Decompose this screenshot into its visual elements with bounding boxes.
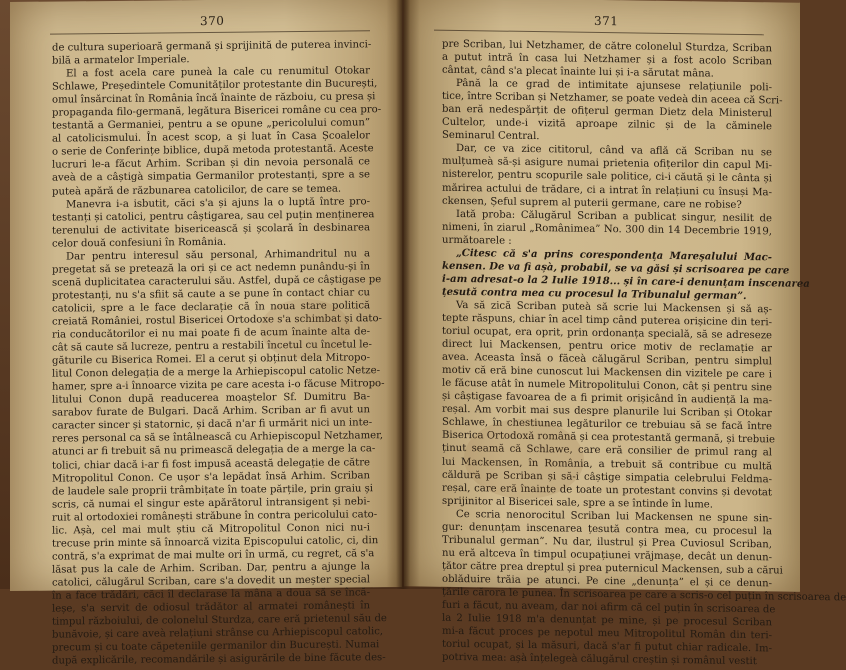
text-line: catolici, călugărul Scriban, care s'a dovedit un meșter special [52,574,370,589]
text-line: după explicările, recomandările și asigurările de bine făcute des- [52,652,386,667]
text-line: ban eră nedespărțit de ofițerul german Dietz dela Ministerul [442,104,772,120]
text-line: Dar pentru interesul său personal, Arhimandritul nu a [66,248,370,263]
text-line: cântat, când s'a plecat înainte lui și i-a sărutat mâna. [442,64,714,80]
text-line: Dar, ce va zice cititorul, când va află că Scriban nu se [456,143,772,159]
text-line: toriul ocupat, și la măsuri, dacă s'ar fi putut chiar radicale. Im- [442,638,772,655]
text-line: direct lui Mackensen, pentru orice motiv de reclamație ar [442,338,772,355]
right-page [404,0,846,668]
text-line: a putut intră în casa lui Netzhamer și a fost acolo Scriban [442,51,772,68]
text-line: Schlawe, Președintele Comunităților protestante din București, [52,78,378,93]
text-line: tolici, chiar dacă i-ar fi fost impusă această delegație de către [52,456,370,472]
text-line: „Citesc că s'a prins corespondența Mareșalului Mac- [456,247,772,264]
text-line: nisterelor, pentru scopurile sale politice, ci-i căută și le cânta și [442,169,772,185]
header-rule-right [434,30,764,36]
text-line: potriva mea: așà înțelegeà călugărul creștin și românul vestit [442,651,757,668]
text-line: cât să caute să lucreze, pentru a restabili încetul cu încetul le- [52,339,372,354]
text-line: precum și cu toate căpeteniile germanilor din București. Numai [52,639,380,654]
text-line: Schlawe, în chestiunea legăturilor ce trebuiau să se facă între [442,417,772,433]
text-line: aveà de a câștigà simpatia Germanilor protestanți, spre a se [52,169,370,185]
text-line: ria conducătorilor ei nu mai poate fi de acum înainte alta de- [52,326,370,341]
text-line: protestanți, nu s'a sfiit să caute a se pune în contact chiar cu [52,287,370,302]
right-page-body [442,38,846,669]
text-line: Cultelor, unde-i vizită aproape zilnic și de la căminele [442,117,772,133]
text-line: toriul ocupat, era oprit, prin ordonanța specială, să se adreseze [442,325,772,342]
left-page [10,0,402,667]
text-line: mulțumeà să-și asigure numai prietenia ofițerilor din capul Mi- [442,156,772,172]
text-line: i-am adresat-o la 2 Iulie 1918... și în care-i denunțam inscenarea [442,273,810,290]
text-line: leșe, s'a servit de odiosul trădător al armatei românești în [52,600,370,615]
text-line: lăsat pus la cale de Arhim. Scriban. Dar, pentru a ajunge la [52,561,370,576]
text-line: trecuse prin minte să înnoarcă vizita Episcopului catolic, ci, din [52,534,379,550]
text-line: Biserica Ortodoxă română și cea protestantă germană, și trebuie [442,430,775,446]
text-line: pregetat să se pretează la ori și ce act nedemn punându-și în [52,261,370,276]
text-line: mărirea actului de trădare, ci a intrat în relațiuni cu însuși Ma- [442,182,772,198]
text-line: găturile cu Biserica Romei. El a cerut și obținut dela Mitropo- [52,352,370,367]
text-line: propaganda filo-germană, legătura Bisericei române cu cea pro- [52,104,382,119]
text-line: de laudele sale proprii trâmbițate în toate părțile, prin graiu și [52,482,374,498]
text-line: testanți și catolici, pentru câștigarea, sau cel puțin menținerea [52,208,375,224]
text-line: lui Mackensen, în România, a trebuit să contribue cu multă [442,456,772,472]
text-line: și câștigase favoarea de a fi primit orișicând în audiență la ma- [442,391,772,407]
text-line: contră, s'a exprimat de mai multe ori în urmă, cu regret, că s'a [52,548,375,563]
text-line: caracter sincer și statornic, și dacă n'ar fi urmărit nici un inte- [52,417,373,432]
text-line: Va să zică Scriban puteà să scrie lui Mackensen și să aș- [456,299,772,316]
text-line: kensen. De va fi așà, probabil, se va găsi și scrisoarea pe care [442,260,790,277]
text-line: puteà apără de răzbunarea catolicilor, de care se temea. [52,183,342,198]
text-line: la 2 Iulie 1918 m'a denunțat pe mine, și pe procesul Scriban [442,612,772,629]
text-line: căldură pe Scriban și să-i câștige simpatia celebrului Feldma- [442,469,772,485]
text-line: scris, că numai el singur este apărătorul intransigent și nebi- [52,495,370,511]
paper-stain [464,418,584,500]
text-line: pre Scriban, lui Netzhamer, de către colonelul Sturdza, Scriban [442,38,772,55]
text-line: tepte răspuns, chiar în acel timp când puterea orișicine din teri- [442,312,772,329]
text-line: tice, între Scriban și Netzhamer, se poate vedeà din aceea că Scri- [442,90,783,107]
page-number-left: 370 [200,13,225,29]
text-line: o serie de Conferințe biblice, după metoda protestantă. Aceste [52,143,374,158]
text-line: El a fost acela care puneà la cale cu renumitul Otokar [66,65,370,80]
text-line: de cultura superioară germană și sprijinită de puterea invinci- [52,39,372,54]
text-line: bilă a armatelor Imperiale. [52,54,190,67]
book-gutter [396,0,410,589]
text-line: țesută contra mea cu procesul la Tribunalul german”. [442,286,747,302]
text-line: terenului de activitate bisericească și școlară în desbinarea [52,221,370,237]
text-line: avea. Aceasta însă o făceà călugărul Scriban, pentru simplul [442,351,772,368]
text-line: Manevra i-a isbutit, căci s'a și ajuns la o luptă între pro- [66,195,370,211]
text-line: sarabov furate de Bulgari. Dacă Arhim. Scriban ar fi avut un [52,404,370,419]
text-line: Tribunalul german”. Nu dar, ilustrul și Prea Cuviosul Scriban, [442,534,772,551]
text-line: creiată României, rostul Bisericei Ortodoxe s'a schimbat și dato- [52,313,382,328]
text-line: nu eră altceva în timpul ocupațiunei vrăjmașe, decât un denun- [442,547,772,564]
text-line: Iată proba: Călugărul Scriban a publicat singur, nesilit de [456,208,772,224]
text-line: țător către prea dreptul și prea puternicul Mackensen, sub a cărui [442,560,783,577]
text-line: țările cărora le punea. În scrisoarea pe care a scris-o cel puțin în scrisoarea de [442,586,846,604]
text-line: nimeni, în ziarul „Românimea” No. 300 din 14 Decembrie 1919, [442,221,772,238]
text-line: catolicii, spre a le face declarație că în noua stare politică [52,300,370,315]
text-line: motiv că eră bine cunoscut lui Mackensen din vizitele pe care i [442,364,772,381]
text-line: în a face trădări, căci îl declarase la mâna a doua să se încă- [52,587,370,602]
text-line: litul Conon delegația de a merge la Arhiepiscopul catolic Netze- [52,365,381,380]
text-line: testantă a Germaniei, pentru a se opune „pericolului comun” [52,117,370,132]
text-line: sprijinitor al Bisericei sale, spre a se întinde în lume. [442,495,713,511]
page-number-right: 371 [594,13,619,29]
open-book [10,0,846,668]
text-line: Până la ce grad de intimitate ajunsese relațiunile poli- [456,78,772,94]
text-line: Mitropolitul Conon. Ce ușor s'a lepădat însă Arhim. Scriban [52,469,370,485]
text-line: reșal, care eră înainte de toate un protestant convins și devotat [442,482,772,498]
text-line: furi a făcut, nu aveam, dar noi afirm că cel puțin în scrisoarea de [442,599,776,616]
text-line: hamer, spre a-i înnoarce vizita pe care acesta i-o făcuse Mitropo- [52,378,385,393]
text-line: litului Conon după readucerea moaștelor Sf. Dumitru Ba- [52,391,370,406]
text-line: ruit al ortodoxiei românești străbune în contra pericolului cato- [52,508,378,524]
text-line: scenă duplicitatea caracterului său. Astfel, după ce câștigase pe [52,274,382,289]
text-line: următoarele : [442,234,512,247]
text-line: lic. Așà, cel mai mult știu că Mitropolitul Conon nici nu-i [52,522,370,537]
text-line: gur: denunțam inscenarea țesută contra mea, cu procesul la [442,521,772,538]
text-line: reșal. Am vorbit mai sus despre planurile lui Scriban și Otokar [442,404,772,420]
header-rule-left [50,30,370,34]
text-line: atunci ar fi trebuit să nu primească delegația de a merge la ca- [52,443,376,459]
text-line: bunăvoie, și care aveà relațiuni strânse cu Arhiepiscopul catolic, [52,626,384,641]
text-line: timpul războiului, de colonelul Sturdza, care eră prietenul său de [52,613,387,628]
text-line: omul însărcinat în România încă înainte de războiu, cu presa și [52,91,376,106]
text-line: al catolicismului. În acest scop, a și luat în Casa Școalelor [52,130,370,145]
text-line: le făcuse atât în numele Mitropolitului Conon, cât și pentru sine [442,377,772,394]
text-line: ținut seamă că Schlawe, care eră consilier de primul rang al [442,443,772,459]
text-line: celor două confesiuni în România. [52,236,227,250]
text-line: Ce scria nenorocitul Scriban lui Mackensen ne spune sin- [456,508,772,525]
text-line: reres personal ca să se întâlnească cu Arhiepiscopul Netzhamer, [52,430,384,446]
text-line: Seminarul Central. [442,130,540,143]
text-line: ckensen, Șeful suprem al puterii germane, care ne robise? [442,195,742,211]
text-line: oblăduire trăia pe atunci. Pe cine „denunța” el și ce denun- [442,573,772,590]
text-line: lucruri le-a făcut Arhim. Scriban și din nevoia personală ce [52,156,370,172]
text-line: mi-a făcut proces pe nepotul meu Mitropolitul Român din teri- [442,625,772,642]
